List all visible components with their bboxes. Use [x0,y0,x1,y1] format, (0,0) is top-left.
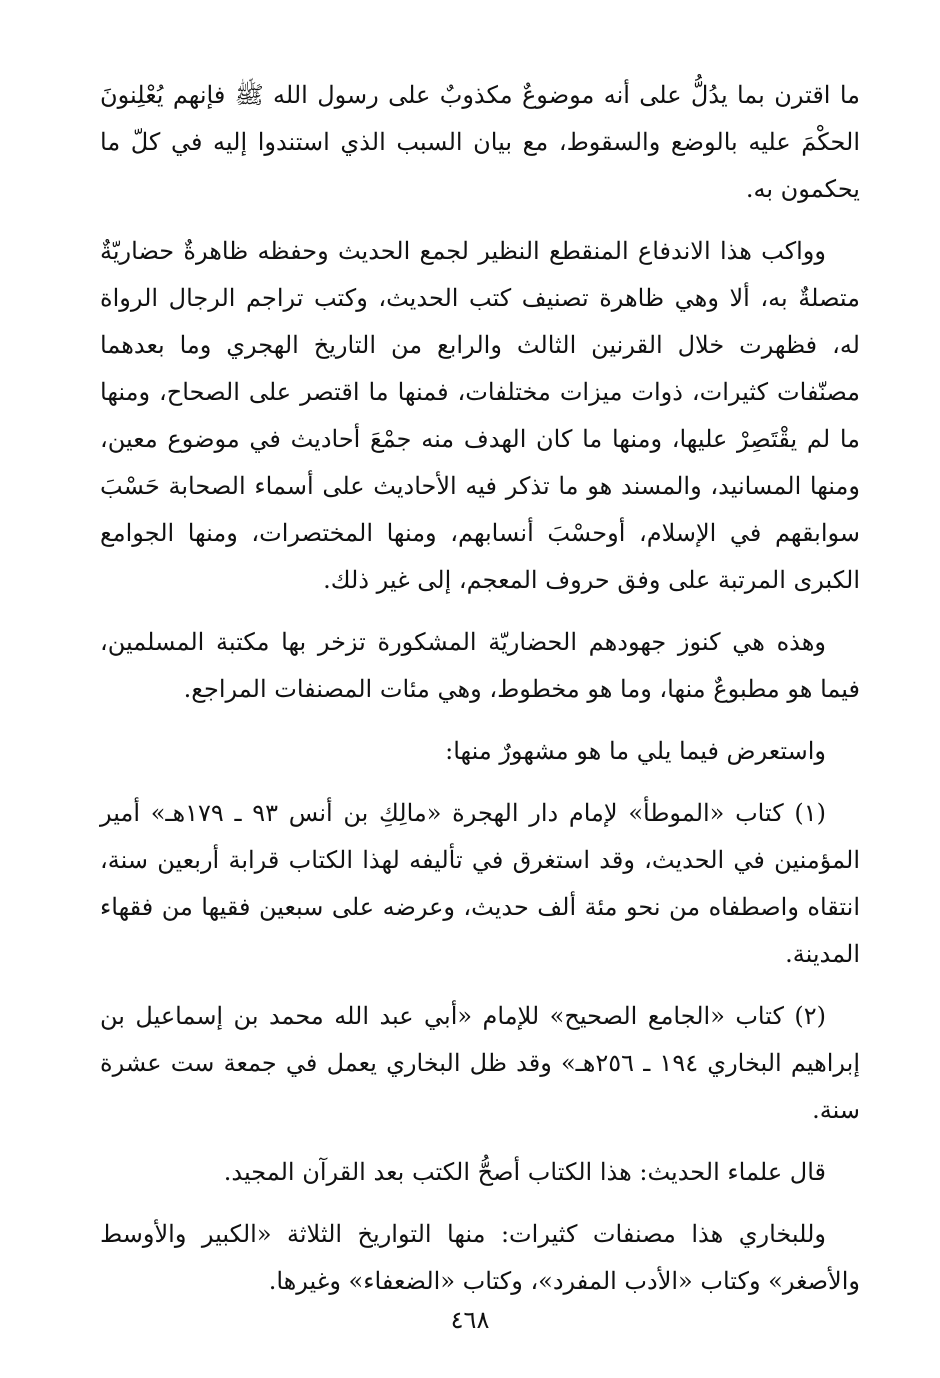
paragraph-2: وواكب هذا الاندفاع المنقطع النظير لجمع الحديث وحفظه ظاهرةٌ حضاريّةٌ متصلةٌ به، ألا وهي ظاهرة تصنيف كتب الحديث، وكتب تراجم الرجال الرواة له، فظهرت خلال القرنين الثالث والرابع من التاريخ الهجري وما بعدهما مصنّفات كثيرات، ذوات ميزات مختلفات، فمنها ما اقتصر على الصحاح، ومنها ما لم يقْتَصِرْ عليها، ومنها ما كان الهدف منه جمْعَ أحاديث في موضوع معين، ومنها المسانيد، والمسند هو ما تذكر فيه الأحاديث على أسماء الصحابة حَسْبَ سوابقهم في الإسلام، أوحسْبَ أنسابهم، ومنها المختصرات، ومنها الجوامع الكبرى المرتبة على وفق حروف المعجم، إلى غير ذلك. [100,237,860,594]
paragraph-1: ما اقترن بما يدُلُّ على أنه موضوعٌ مكذوبٌ على رسول الله ﷺ فإنهم يُعْلِنونَ الحكْمَ عليه بالوضع والسقوط، مع بيان السبب الذي استندوا إليه في كلّ ما يحكمون به. [100,81,860,203]
paragraph-3: وهذه هي كنوز جهودهم الحضاريّة المشكورة تزخر بها مكتبة المسلمين، فيما هو مطبوعٌ منها، وما هو مخطوط، وهي مئات المصنفات المراجع. [100,628,860,703]
paragraph-5: (١) كتاب «الموطأ» لإمام دار الهجرة «مالِكِ بن أنس ٩٣ ـ ١٧٩هـ» أمير المؤمنين في الحديث، وقد استغرق في تأليفه لهذا الكتاب قرابة أربعين سنة، انتقاه واصطفاه من نحو مئة ألف حديث، وعرضه على سبعين فقيها من فقهاء المدينة. [100,799,860,968]
paragraph-4: واستعرض فيما يلي ما هو مشهورٌ منها: [445,737,826,765]
paragraph-7: قال علماء الحديث: هذا الكتاب أصحُّ الكتب بعد القرآن المجيد. [223,1158,826,1186]
paragraph-6: (٢) كتاب «الجامع الصحيح» للإمام «أبي عبد الله محمد بن إسماعيل بن إبراهيم البخاري ١٩٤ ـ ٢٥٦هـ» وقد ظل البخاري يعمل في جمعة ست عشرة سنة. [100,1002,860,1124]
paragraph-8: وللبخاري هذا مصنفات كثيرات: منها التواريخ الثلاثة «الكبير والأوسط والأصغر» وكتاب «الأدب المفرد»، وكتاب «الضعفاء» وغيرها. [100,1220,860,1295]
body-text [100,72,860,1320]
page-number: ٤٦٨ [450,1306,490,1334]
